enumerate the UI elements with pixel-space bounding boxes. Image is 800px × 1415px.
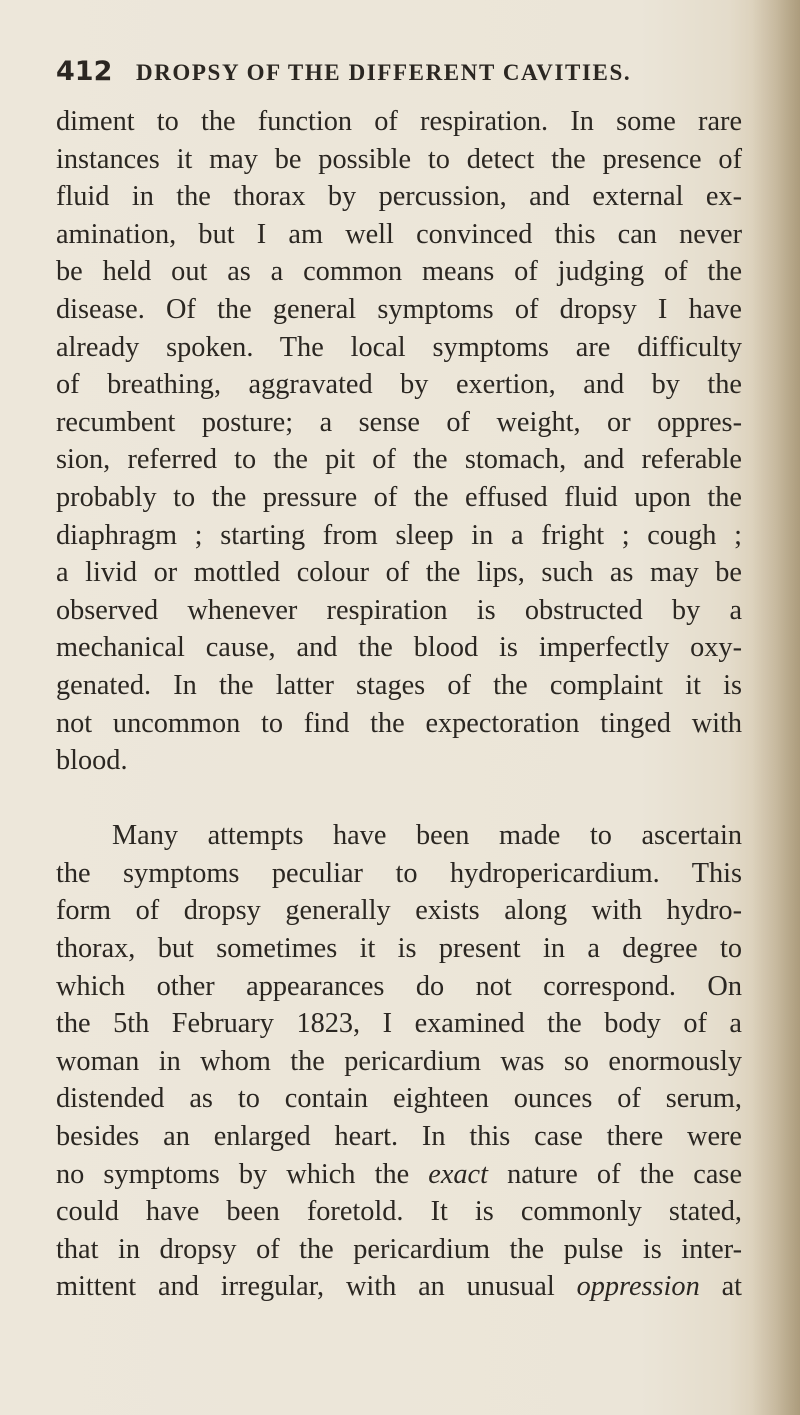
page-number: 412 [56,56,113,87]
text-line: form of dropsy generally exists along with hydro- [56,895,742,927]
text-segment: nature of the case [507,1158,743,1190]
text-line: probably to the pressure of the effused fluid upon the [56,481,742,513]
text-line: disease. Of the general symptoms of dropsy I have [56,293,742,325]
text-line: diaphragm ; starting from sleep in a fright ; cough ; [56,519,742,551]
text-line: amination, but I am well convinced this can never [56,218,742,250]
text-line: thorax, but sometimes it is present in a degree to [56,933,742,965]
text-line: of breathing, aggravated by exertion, and by the [56,369,742,401]
text-line: not uncommon to find the expectoration tinged with [56,707,742,739]
text-line: recumbent posture; a sense of weight, or oppres- [56,406,742,438]
text-line: fluid in the thorax by percussion, and external ex- [56,181,742,213]
text-segment: mittent and irregular, with an unusual [56,1271,555,1303]
text-line: diment to the function of respiration. In some rare [56,106,742,137]
text-line: already spoken. The local symptoms are difficulty [56,331,742,363]
text-line [56,1268,742,1306]
paragraph-gap [56,780,742,818]
text-line: observed whenever respiration is obstructed by a [56,594,742,626]
text-line: blood. [56,745,128,777]
text-line: could have been foretold. It is commonly stated, [56,1196,742,1228]
text-line: distended as to contain eighteen ounces of serum, [56,1083,742,1115]
italic-word: oppression [576,1271,700,1303]
paragraph-2 [56,817,742,1306]
text-line: which other appearances do not correspond. On [56,970,742,1002]
text-line [56,1156,742,1194]
text-line: the symptoms peculiar to hydropericardium. This [56,857,742,889]
text-line: besides an enlarged heart. In this case there were [56,1121,742,1153]
text-line: sion, referred to the pit of the stomach, and referable [56,444,742,476]
text-segment: at [721,1271,742,1303]
page-edge-shadow [752,0,800,1415]
text-line: woman in whom the pericardium was so enormously [56,1045,742,1077]
body-text [56,103,742,1306]
text-line: genated. In the latter stages of the complaint it is [56,669,742,701]
text-line: Many attempts have been made to ascertain [112,820,742,852]
text-segment: no symptoms by which the [56,1158,410,1190]
text-line: be held out as a common means of judging of the [56,256,742,288]
running-head [56,52,756,92]
text-line: mechanical cause, and the blood is imperfectly oxy- [56,632,742,664]
italic-word: exact [428,1158,488,1190]
paragraph-1 [56,103,742,780]
text-line: a livid or mottled colour of the lips, such as may be [56,557,742,589]
text-line: instances it may be possible to detect the presence of [56,143,742,175]
text-line: that in dropsy of the pericardium the pulse is inter- [56,1233,742,1265]
text-line: the 5th February 1823, I examined the body of a [56,1008,742,1040]
running-title: DROPSY OF THE DIFFERENT CAVITIES. [136,60,632,85]
